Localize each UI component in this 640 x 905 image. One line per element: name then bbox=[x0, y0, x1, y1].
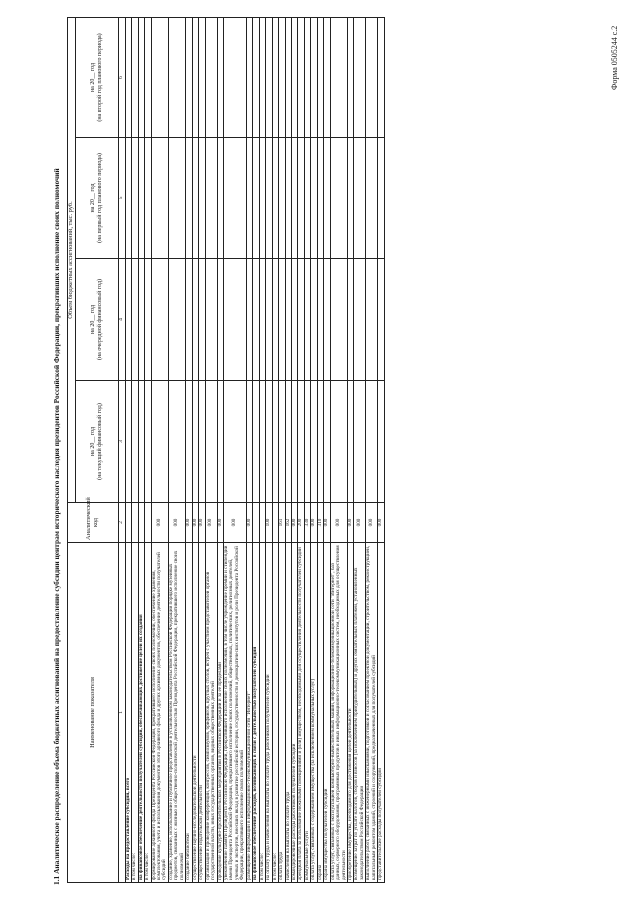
row-name: на оплату труда и начисления на выплаты по оплате труда работников получателей субсидий bbox=[266, 543, 272, 883]
row-code: 000 bbox=[324, 503, 330, 543]
row-code: 000 bbox=[205, 503, 217, 543]
row-name: осуществление научно-исследовательской деятельности bbox=[192, 543, 198, 883]
row-value-cell bbox=[168, 18, 185, 138]
form-label: Форма 0505244 с.2 bbox=[610, 25, 619, 90]
row-value-cell bbox=[366, 138, 378, 259]
row-code: 000 bbox=[246, 503, 252, 543]
row-name: представительские расходы получателей субсидий bbox=[378, 543, 384, 883]
column-number: 6 bbox=[118, 18, 125, 138]
table-heading: 1.1 Аналитическое распределение объема бюджетных ассигнований на предоставление субсидии центрам исторического наследия президентов Российской Федерации, прекративших исполнение своих полномочий bbox=[52, 168, 61, 885]
row-code: 000 bbox=[348, 503, 354, 543]
row-code: 000 bbox=[217, 503, 223, 543]
row-name: организация и проведение конференций, конгрессов, симпозиумов, брифингов, круглых столов, встреч с участием представителей органов государственной власти, иных государственных органов, видных общественных деятелей bbox=[205, 543, 217, 883]
row-name: увековечение памяти Президента Российской Федерации, прекратившего исполнение своих полномочий, в том числе учреждение премий и стипендий имени Президента Российской Федерации, прекратившего исполнение своих полномочий, общественных, политических, религиозных деятелей, ученых и экспертов, внесших вклад в развитие российской истории, государственности и демократических институтов и роли Президента Российской Федерации, прекратившего исполнение своих полномочий bbox=[223, 543, 246, 883]
header-year-1: на 20__ год (на текущий финансовый год) bbox=[75, 381, 118, 503]
table-row bbox=[330, 18, 347, 883]
row-name: размещение информации в информационно-телекоммуникационной сети "Интернет" bbox=[246, 543, 252, 883]
row-value-cell bbox=[378, 138, 384, 259]
row-name: в том числе: bbox=[132, 543, 138, 883]
row-name: Расходы на предоставление субсидии, всего bbox=[125, 543, 131, 883]
row-value-cell bbox=[205, 18, 217, 138]
row-name: коммунальные услуги bbox=[304, 543, 310, 883]
row-code: 000 bbox=[186, 503, 192, 543]
row-value-cell bbox=[330, 259, 347, 381]
row-value-cell bbox=[354, 381, 366, 503]
row-name: начисления на выплаты по оплате труда bbox=[285, 543, 291, 883]
table-row bbox=[168, 18, 185, 883]
row-value-cell bbox=[168, 259, 185, 381]
row-name: возмещение затрат по уплате налогов, сборов и взносов (за исключением принудительных) и других обязательных платежей, установленных законодательством Российской Федерации bbox=[354, 543, 366, 883]
row-name: в том числе: bbox=[145, 543, 151, 883]
table-row bbox=[223, 18, 246, 883]
row-value-cell bbox=[354, 259, 366, 381]
row-code: 000 bbox=[378, 503, 384, 543]
row-value-cell bbox=[223, 18, 246, 138]
row-code: 162 bbox=[285, 503, 291, 543]
row-name: формирование архивного фонда Президента Российской Федерации, прекратившего исполнение своих полномочий, обеспечение хранения, комплектования, учета и использования документов этого архивного фонда и других архивных документов, обеспечение деятельности получателей субсидий bbox=[151, 543, 168, 883]
row-code: 310 bbox=[317, 503, 323, 543]
row-code: 000 bbox=[366, 503, 378, 543]
row-code: 330 bbox=[304, 503, 310, 543]
row-value-cell bbox=[223, 381, 246, 503]
row-code: 000 bbox=[168, 503, 185, 543]
header-year-3: на 20__ год (на первый год планового периода) bbox=[75, 138, 118, 259]
row-code: 200 bbox=[298, 503, 304, 543]
row-name: выполнение работ, связанных с инженерными изысканиями, подготовкой и согласованием проектной документации, строительством, реконструкцией, капитальным ремонтом зданий, строений и сооружений, предназначенных для получателей субсидий bbox=[366, 543, 378, 883]
column-number: 1 bbox=[118, 543, 125, 883]
header-name: Наименование показателя bbox=[68, 543, 119, 883]
row-value-cell bbox=[151, 381, 168, 503]
column-number: 3 bbox=[118, 381, 125, 503]
row-code: 000 bbox=[311, 503, 317, 543]
row-code: 161 bbox=[279, 503, 285, 543]
row-value-cell bbox=[366, 381, 378, 503]
row-value-cell bbox=[168, 138, 185, 259]
row-name: охрана bbox=[317, 543, 323, 883]
header-code: Аналитический код bbox=[68, 503, 119, 543]
row-value-cell bbox=[168, 381, 185, 503]
row-value-cell bbox=[151, 138, 168, 259]
row-code: 100 bbox=[266, 503, 272, 543]
row-value-cell bbox=[151, 259, 168, 381]
table-body bbox=[125, 18, 384, 883]
row-name: в том числе: bbox=[259, 543, 265, 883]
row-name: арендная плата за пользование нежилыми помещениями и (или) имуществом, необходимыми для осуществления деятельности получателей субсидий bbox=[298, 543, 304, 883]
row-value-cell bbox=[378, 381, 384, 503]
row-code: 000 bbox=[199, 503, 205, 543]
row-code: 000 bbox=[192, 503, 198, 543]
row-name: оплата услуг, связанных с эксплуатацией компьютерно-вычислительных машин, информационно-телекоммуникационной сети "Интернет", баз данных, серверного оборудования, программных продуктов и иных информационно-телекоммуникационных систем, необходимых для осуществления деятельности bbox=[330, 543, 347, 883]
row-code: 000 bbox=[291, 503, 297, 543]
column-number: 4 bbox=[118, 259, 125, 381]
row-value-cell bbox=[354, 18, 366, 138]
row-value-cell bbox=[330, 18, 347, 138]
column-number: 5 bbox=[118, 138, 125, 259]
row-value-cell bbox=[151, 18, 168, 138]
row-name: в том числе: bbox=[272, 543, 278, 883]
row-name: на финансовое обеспечение деятельности получателей субсидий, обеспечивающих достижение целей их создания bbox=[138, 543, 144, 883]
row-value-cell bbox=[223, 259, 246, 381]
row-code: 000 bbox=[354, 503, 366, 543]
column-number-row bbox=[118, 18, 125, 883]
row-name: командировочные расходы работников получателей субсидий bbox=[291, 543, 297, 883]
table-row bbox=[378, 18, 384, 883]
row-value-cell bbox=[330, 138, 347, 259]
table-row bbox=[205, 18, 217, 883]
row-value-cell bbox=[378, 259, 384, 381]
row-value-cell bbox=[205, 381, 217, 503]
row-name: оплата услуг, связанных с содержанием имущества (за исключением коммунальных услуг) bbox=[311, 543, 317, 883]
row-value-cell bbox=[223, 138, 246, 259]
row-code: 000 bbox=[151, 503, 168, 543]
row-name: охрана имущества получателей субсидий bbox=[324, 543, 330, 883]
row-value-cell bbox=[366, 18, 378, 138]
row-name: оплата труда bbox=[279, 543, 285, 883]
row-name: создание, хранение, использование и публичное представление в установленном законодательством Российской Федерации порядке музейных предметов, связанных с жизнью и общественно-политической деятельностью Президента Российской Федерации, прекратившего исполнение своих полномочий bbox=[168, 543, 185, 883]
row-value-cell bbox=[366, 259, 378, 381]
row-name: проведение культурно-просветительских мероприятий в Российской Федерации и за ее пределами bbox=[217, 543, 223, 883]
row-code: 000 bbox=[330, 503, 347, 543]
table-row bbox=[151, 18, 168, 883]
row-name: на финансовое обеспечение расходов, возникающих в связи с деятельностью получателей субсидий bbox=[253, 543, 259, 883]
table-row bbox=[366, 18, 378, 883]
header-year-2: на 20__ год (на очередной финансовый год) bbox=[75, 259, 118, 381]
row-value-cell bbox=[354, 138, 366, 259]
row-name: осуществление издательской деятельности bbox=[199, 543, 205, 883]
row-value-cell bbox=[378, 18, 384, 138]
row-code: 000 bbox=[223, 503, 246, 543]
header-year-4: на 20__ год (на второй год планового периода) bbox=[75, 18, 118, 138]
budget-table bbox=[67, 17, 385, 883]
column-number: 2 bbox=[118, 503, 125, 543]
row-value-cell bbox=[205, 259, 217, 381]
row-name: приобретение имущества, необходимого для достижения целей деятельности bbox=[348, 543, 354, 883]
row-value-cell bbox=[205, 138, 217, 259]
header-group: Объем бюджетных ассигнований, тыс. руб. bbox=[68, 18, 76, 503]
row-name: создание библиотеки bbox=[186, 543, 192, 883]
row-value-cell bbox=[330, 381, 347, 503]
